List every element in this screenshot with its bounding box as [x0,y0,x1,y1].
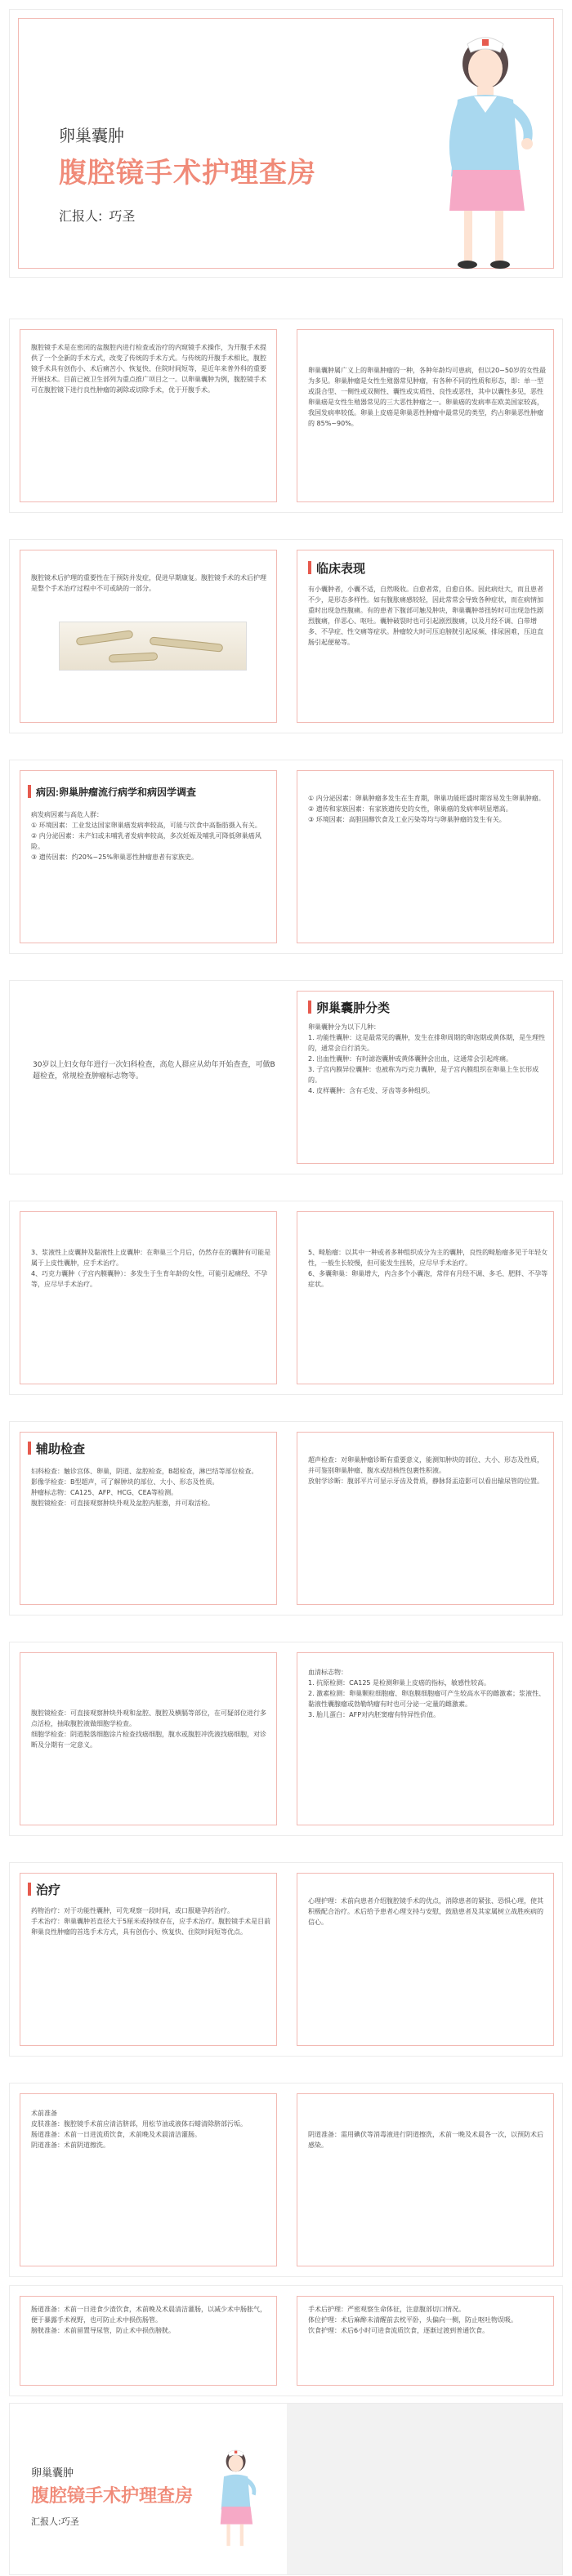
bowel-prep-text: 肠道准备：术前一日进食少渣饮食，术前晚及术晨清洁灌肠，以减少术中肠胀气，便于暴露手术视野，也可防止术中损伤肠管。 膀胱准备：术前留置导尿管，防止术中损伤膀胱。 [31,2306,266,2334]
treatment-heading [28,1879,60,1899]
slide-markers [9,1642,563,1836]
cover-subtitle: 卵巢囊肿 [59,127,124,145]
right-frame [297,1211,554,1384]
reporter-label: 汇报人: [31,2516,61,2527]
reporter-name: 巧圣 [60,2516,79,2527]
nurse-illustration-icon [214,2436,263,2559]
classification-text: 卵巢囊肿分为以下几种： 1. 功能性囊肿：这是最常见的囊肿，发生在排卵周期的卵泡期或黄体期，是生理性的，通常会自行消失。 2. 出血性囊肿：有时滤泡囊肿或黄体囊肿会出血，这通常会引起疼痛。 3. 子宫内膜异位囊肿：也被称为巧克力囊肿，是子宫内膜组织在卵巢上生长形成的。 4. 皮样囊肿：含有毛发、牙齿等多种组织。 [308,1023,546,1094]
instrument-icon [76,630,134,646]
slide-classification [9,980,563,1174]
treatment-heading-text: 治疗 [36,1883,61,1897]
cover-reporter [59,206,141,225]
cover-title: 腹腔镜手术护理查房 [59,158,316,189]
slide-cyst-types [9,1201,563,1395]
right-frame [297,2093,554,2266]
clinical-heading-text: 临床表现 [316,561,366,576]
slide-etiology [9,760,563,954]
reporter-label: 汇报人: [59,208,103,224]
preop-text: 术前准备 皮肤准备：腹腔镜手术前应清洁脐部，用松节油或液体石蜡清除脐部污垢。 肠道准备：术前一日进流质饮食，术前晚及术晨清洁灌肠。 阴道准备：术前阴道擦洗。 [31,2110,247,2149]
slide-treatment [9,1862,563,2057]
classification-heading [308,997,390,1017]
psych-nursing-text: 心理护理：术前向患者介绍腹腔镜手术的优点，消除患者的紧张、恐惧心理，使其积极配合治疗。术后给予患者心理支持与安慰，鼓励患者及其家属树立战胜疾病的信心。 [308,1897,543,1926]
risk-factors-text: ① 内分泌因素：卵巢肿瘤多发生在生育期，卵巢功能旺盛时期容易发生卵巢肿瘤。 ② 遗传和家族因素：有家族遗传史的女性，卵巢癌的发病率明显增高。 ③ 环境因素：高胆固醇饮食及工业污染等均与卵巢肿瘤的发生有关。 [308,795,545,823]
classification-heading-text: 卵巢囊肿分类 [316,1001,391,1015]
nursing-importance-text: 腹腔镜术后护理的重要性在于预防并发症，促进早期康复。腹腔镜手术的术后护理是整个手术治疗过程中不可或缺的一部分。 [31,574,266,592]
exam-text: 妇科检查：触诊宫体、卵巢，阴道、盆腔检查，B超检查，淋巴结等部位检查。 影像学检查：B型超声，可了解肿块的部位、大小、形态及性质。 肿瘤标志物：CA125、AFP、HCG、CEA等检测。 腹腔镜检查：可直接观察肿块外观及盆腔内脏器，并可取活检。 [31,1468,258,1507]
slide-bowel-prep [9,2285,563,2396]
ending-slide [9,2403,563,2575]
clinical-heading [308,558,365,577]
exam-heading-text: 辅助检查 [36,1442,86,1456]
slide-exam [9,1421,563,1616]
instrument-icon [109,652,158,662]
postop-text: 手术后护理：严密观察生命体征，注意腹部切口情况。 体位护理：术后麻醉未清醒前去枕平卧，头偏向一侧，防止呕吐物误吸。 饮食护理：术后6小时可进食流质饮食，逐渐过渡到普通饮食。 [308,2306,517,2334]
cyst-types-text-left: 3、浆液性上皮囊肿及黏液性上皮囊肿：在卵巢三个月后，仍然存在的囊肿有可能是属于上皮性囊肿，应手术治疗。 4、巧克力囊肿（子宫内膜囊肿）：多发生于生育年龄的女性，可能引起痛经、不孕等，应尽早手术治疗。 [31,1249,271,1288]
etiology-heading-text: 病因:卵巢肿瘤流行病学和病因学调查 [36,786,196,798]
intro-text: 腹腔镜手术是在密闭的盆腹腔内进行检查或治疗的内窥镜手术操作，为开腹手术提供了一个全新的手术方式，改变了传统的手术方式。与传统的开腹手术相比，腹腔镜手术具有创伤小、术后痛苦小、恢复快、住院时间短等，是近年来普外科的重要开展技术。目前已被卫生部列为重点推广项目之一。以卵巢囊肿为例，腹腔镜手术可在腹腔镜下进行良性肿瘤的剥除或切除手术，优于开腹手术。 [31,344,266,394]
nurse-illustration-icon [435,21,549,276]
treatment-text: 药物治疗：对于功能性囊肿，可先观察一段时间，或口服避孕药治疗。 手术治疗：卵巢囊肿若直径大于5厘米或持续存在，应手术治疗。腹腔镜手术是目前卵巢良性肿瘤的首选手术方式，具有创伤小、恢复快、住院时间短等优点。 [31,1907,271,1936]
instrument-icon [150,636,224,652]
exam-heading [28,1438,85,1458]
ending-title: 腹腔镜手术护理查房 [31,2485,194,2506]
reporter-name: 巧圣 [109,208,136,224]
etiology-heading [28,782,196,801]
slide-preop [9,2083,563,2277]
slide-intro [9,319,563,513]
etiology-text: 病发病因素与高危人群： ① 环境因素：工业发达国家卵巢癌发病率较高，可能与饮食中高脂肪摄入有关。 ② 内分泌因素：未产妇或未哺乳者发病率较高，多次妊娠及哺乳可降低卵巢癌风险。 ③ 遗传因素：约20%~25%卵巢恶性肿瘤患者有家族史。 [31,811,261,861]
slide-clinical [9,539,563,733]
ending-subtitle: 卵巢囊肿 [31,2467,74,2479]
markers-text: 血清标志物： 1. 抗原检测：CA125 是检测卵巢上皮癌的指标，敏感性较高。 2. 激素检测：卵巢颗粒细胞瘤、卵泡膜细胞瘤可产生较高水平的雌激素；浆液性、黏液性囊腺瘤或勃勒纳瘤有时也可分泌一定量的雌激素。 3. 胎儿蛋白：AFP对内胚窦瘤有特异性价值。 [308,1669,546,1718]
ending-reporter [31,2515,79,2528]
vaginal-prep-text: 阴道准备：需用碘伏等消毒液进行阴道擦洗，术前一晚及术晨各一次，以预防术后感染。 [308,2131,543,2149]
surgery-photo [59,622,247,671]
ovarian-cyst-text: 卵巢囊肿属广义上的卵巢肿瘤的一种，各种年龄均可患病，但以20~50岁的女性最为多见。卵巢肿瘤是女性生殖器常见肿瘤，有各种不同的性质和形态，即：单一型或混合型、一侧性或双侧性、囊性或实质性、良性或恶性，其中以囊性多见，恶性卵巢癌是女性生殖器常见的三大恶性肿瘤之一。卵巢癌的发病率在欧美国家较高，我国发病率较低。卵巢上皮癌是卵巢恶性肿瘤中最常见的类型，约占卵巢恶性肿瘤的 85%~90%。 [308,367,547,427]
ultrasound-text: 超声检查：对卵巢肿瘤诊断有重要意义，能测知肿块的部位、大小、形态及性质，并可鉴别卵巢肿瘤、腹水或结核性包裹性积液。 放射学诊断：腹部平片可显示牙齿及骨质，静脉肾盂造影可以看出输尿管的位置。 [308,1456,543,1485]
ending-grey-panel [287,2404,562,2574]
clinical-text: 有小囊肿者，小囊不适，自然吸收。自愈者常，自愈自体。因此病灶大，而且患者不少，是形态多样性。如有腹胀痛感较轻，因此常常会导致各种症状，而在病情加重时出现急性腹痛。有的患者下腹部可触及肿块，卵巢囊肿蒂扭转时可出现急性剧烈腹痛，伴恶心、呕吐。囊肿破裂时也可引起剧烈腹痛，以及月经不调、白带增多、不孕症、性交痛等症状。肿瘤较大时可压迫膀胱引起尿频、排尿困难，压迫直肠引起便秘等。 [308,586,543,646]
cover-slide [9,9,563,278]
cyst-types-text-right: 5、畸胎瘤：以其中一种或者多种组织成分为主的囊肿，良性的畸胎瘤多见于年轻女性，一般生长较慢，但可能发生扭转，应尽早手术治疗。 6、多囊卵巢：卵巢增大，内含多个小囊泡，常伴有月经不调、多毛、肥胖、不孕等症状。 [308,1249,548,1288]
screening-text: 30岁以上妇女每年进行一次妇科检查，高危人群应从幼年开始查查，可做B超检查，常规检查肿瘤标志物等。 [33,1061,275,1081]
laparoscopy-text: 腹腔镜检查：可直接观察肿块外观和盆腔、腹腔及横膈等部位，在可疑部位进行多点活检，抽取腹腔液做细胞学检查。 细胞学检查：阴道脱落细胞涂片检查找癌细胞，腹水或腹腔冲洗液找癌细胞，对诊断及分期有一定意义。 [31,1709,266,1749]
left-frame [20,1211,277,1384]
